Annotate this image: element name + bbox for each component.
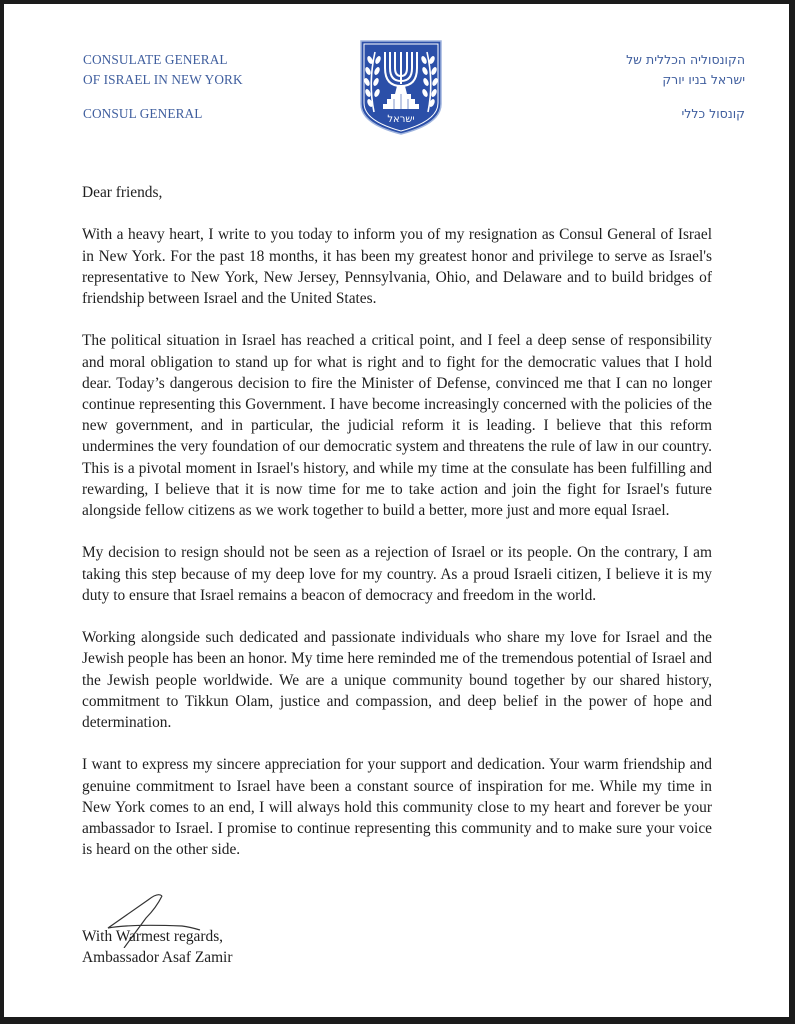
- signatory-name: Ambassador Asaf Zamir: [82, 949, 233, 967]
- paragraph-5: I want to express my sincere appreciation for your support and dedication. Your warm friendship and genuine commitment to Israel have been a constant source of inspiration for me. While my time in New York comes to an end, I will always hold this community close to my heart and forever be your ambassador to Israel. I promise to continue representing this community and to make sure your voice is heard on the other side.: [82, 756, 712, 859]
- letter-closing: [82, 926, 232, 968]
- letterhead-hebrew: [626, 50, 745, 124]
- emblem-caption: ישראל: [387, 114, 415, 125]
- letter-body: [82, 182, 712, 882]
- letterhead-hebrew-line-1: הקונסוליה הכללית של: [626, 52, 745, 67]
- emblem-of-israel-icon: [358, 38, 444, 136]
- letterhead-hebrew-title: קונסול כללי: [681, 106, 745, 121]
- letter-page: [4, 4, 789, 1017]
- salutation: Dear friends,: [82, 184, 163, 201]
- paragraph-1: With a heavy heart, I write to you today to inform you of my resignation as Consul General of Israel in New York. For the past 18 months, it has been my greatest honor and privilege to serve as Israel's representative to New York, New Jersey, Pennsylvania, Ohio, and Delaware and to build bridges of friendship between Israel and the United States.: [82, 226, 712, 307]
- closing-line: With Warmest regards,: [82, 928, 224, 945]
- letterhead-hebrew-line-2: ישראל בניו יורק: [662, 72, 745, 87]
- paragraph-2: The political situation in Israel has reached a critical point, and I feel a deep sense of responsibility and moral obligation to stand up for what is right and to fight for the democratic values that I hold dear. Today’s dangerous decision to fire the Minister of Defense, convinced me that I can no longer continue representing this Government. I have become increasingly concerned with the policies of the new government, and in particular, the judicial reform it is leading. I believe that this reform undermines the very foundation of our democratic system and threatens the rule of law in our country. This is a pivotal moment in Israel's history, and while my time at the consulate has been fulfilling and rewarding, I believe that it is now time for me to take action and join the fight for Israel's future alongside fellow citizens as we work together to build a better, more just and more equal Israel.: [82, 332, 712, 520]
- paragraph-3: My decision to resign should not be seen as a rejection of Israel or its people. On the contrary, I am taking this step because of my deep love for my country. As a proud Israeli citizen, I believe it is my duty to ensure that Israel remains a beacon of democracy and freedom in the world.: [82, 544, 712, 604]
- letterhead-english: [83, 50, 243, 124]
- paragraph-4: Working alongside such dedicated and passionate individuals who share my love for Israel and the Jewish people has been an honor. My time here reminded me of the tremendous potential of Israel and the Jewish people worldwide. We are a unique community bound together by our shared history, commitment to Tikkun Olam, justice and compassion, and deep belief in the power of hope and determination.: [82, 629, 712, 732]
- letterhead-line-1: CONSULATE GENERAL: [83, 52, 228, 67]
- letterhead-line-2: OF ISRAEL IN NEW YORK: [83, 72, 243, 87]
- letterhead-title: CONSUL GENERAL: [83, 106, 203, 121]
